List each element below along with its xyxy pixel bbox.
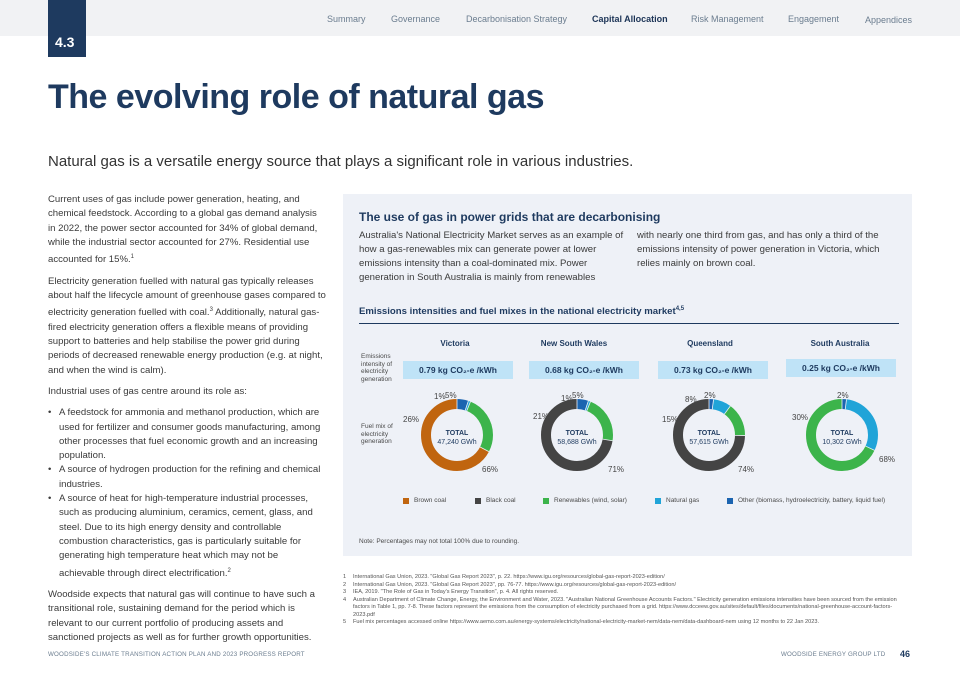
list-item: • A source of heat for high-temperature industrial processes, such as producing aluminium, ceramics, cement, glass, and steel. Due to its high energy density and controllable combustion characteristics, gas is particularly suitable for generating high temperature heat which may not be achievable through direct electrification.$^2$: [48, 492, 326, 581]
footnotes: [343, 574, 912, 627]
footer-report-title: WOODSIDE'S CLIMATE TRANSITION ACTION PLAN AND 2023 PROGRESS REPORT: [48, 651, 305, 658]
footer-company: WOODSIDE ENERGY GROUP LTD: [781, 651, 886, 658]
donut-total: TOTAL 10,302 GWh: [822, 430, 862, 446]
chart-divider: [359, 323, 899, 324]
row-label-fuel-mix: Fuel mix of electricity generation: [361, 423, 393, 445]
intensity-badge: 0.25 kg CO₂-e /kWh: [786, 359, 896, 377]
chart-title: Emissions intensities and fuel mixes in the national electricity market$^{4,5}$: [359, 306, 685, 318]
panel-text: with nearly one third from gas, and has only a third of the emissions intensity of power generation in Victoria, which relies mainly on brown coal.: [637, 230, 880, 269]
region-label: South Australia: [810, 339, 870, 348]
legend-swatch: [403, 498, 409, 504]
section-number-tab: 4.3: [48, 0, 86, 57]
footnote: 4 Australian Department of Climate Change, Energy, the Environment and Water, 2023. "Australian National Greenhouse Accounts Factors." Electricity generation emissions intensities have been sourced from the emission factors in Table 1, pp. 7-8. These factors represent the emissions from the consumption of electricity purchased from a grid. https://www.dcceew.gov.au/sites/default/files/documents/national-greenhouse-account-factors-2023.pdf: [343, 596, 897, 618]
footnote: 3 IEA, 2019. "The Role of Gas in Today's Energy Transition", p. 4. All rights reserved.: [343, 589, 559, 595]
nav-summary[interactable]: Summary: [327, 14, 366, 24]
nav-decarbonisation-strategy[interactable]: Decarbonisation Strategy: [466, 14, 568, 24]
slice-label: 5%: [572, 391, 584, 400]
row-label-intensity: Emissions intensity of electricity generation: [361, 353, 393, 383]
body-paragraph: Electricity generation fuelled with natural gas typically releases about half the lifecycle amount of greenhouse gases compared to electricity generation fuelled with coal.$^3$ Additionally, natural gas-fired electricity generation offers a flexible means of providing support to batteries and help stabilise the power grid during periods of decreased renewable energy production (e.g. at night, and when the wind is calm).: [48, 275, 326, 376]
legend-swatch: [655, 498, 661, 504]
slice-label: 21%: [533, 412, 550, 421]
legend-item: Black coal: [475, 497, 516, 504]
slice-label: 8%: [685, 395, 697, 404]
body-paragraph: Current uses of gas include power generation, heating, and chemical feedstock. According to a global gas demand analysis in 2022, the power sector accounted for 34% of global demand, while the industrial sector accounted for 27%. Residential use accounted for 15%.$^1$: [48, 194, 318, 266]
legend-item: Renewables (wind, solar): [543, 497, 627, 504]
slice-label: 26%: [403, 415, 420, 424]
legend-item: Other (biomass, hydroelectricity, battery, liquid fuel): [727, 497, 885, 504]
legend-swatch: [475, 498, 481, 504]
list-item: • A feedstock for ammonia and methanol production, which are used for fertilizer and consumer goods manufacturing, among other processes that fuel economic growth and an increasing population.: [48, 406, 326, 463]
legend-item: Natural gas: [655, 497, 699, 504]
nav-engagement[interactable]: Engagement: [788, 14, 840, 24]
footnote: 1 International Gas Union, 2023. "Global Gas Report 2023", p. 22. https://www.igu.org/resources/global-gas-report-2023-edition/: [343, 574, 665, 580]
donut-total: TOTAL 58,688 GWh: [557, 430, 597, 446]
intensity-badge: 0.79 kg CO₂-e /kWh: [403, 361, 513, 379]
slice-label: 1%: [434, 392, 446, 401]
region-label: New South Wales: [540, 339, 608, 348]
intensity-badge: 0.73 kg CO₂-e /kWh: [658, 361, 768, 379]
slice-label: 2%: [837, 391, 849, 400]
page-title: The evolving role of natural gas: [48, 78, 544, 116]
section-nav: [0, 14, 960, 28]
body-paragraph: Woodside expects that natural gas will continue to have such a transitional role, sustaining demand for the period which is relevant to our current portfolio of producing assets and sanctioned projects as well as for further growth opportunities.: [48, 588, 316, 643]
panel-text: Australia's National Electricity Market serves as an example of how a gas-renewables mix can generate power at lower emissions intensity than a coal-dominated mix. Power generation in South Australia is mainly from renewables: [359, 230, 624, 283]
legend-swatch: [543, 498, 549, 504]
slice-label: 2%: [704, 391, 716, 400]
industrial-uses-list: [48, 406, 326, 581]
region-label: Queensland: [687, 339, 733, 348]
intensity-badge: 0.68 kg CO₂-e /kWh: [529, 361, 639, 379]
chart-legend: [403, 497, 903, 507]
nav-capital-allocation[interactable]: Capital Allocation: [592, 14, 668, 24]
nav-appendices[interactable]: Appendices: [865, 15, 913, 25]
page-subtitle: Natural gas is a versatile energy source that plays a significant role in various industries.: [48, 153, 634, 170]
donut-total: TOTAL 57,615 GWh: [689, 430, 729, 446]
slice-label: 1%: [561, 394, 573, 403]
footnote: 2 International Gas Union, 2023. "Global Gas Report 2023", pp. 76-77. https://www.igu.org/resources/global-gas-report-2023-edition/: [343, 581, 676, 588]
footnote: 5 Fuel mix percentages accessed online https://www.aemo.com.au/energy-systems/electricity/national-electricity-market-nem/data-nem/data-dashboard-nem using 12 months to 22 Jan 2023.: [343, 619, 820, 625]
slice-label: 30%: [792, 413, 809, 422]
nav-governance[interactable]: Governance: [391, 14, 441, 24]
slice-label: 66%: [482, 465, 499, 474]
chart-note: Note: Percentages may not total 100% due to rounding.: [359, 538, 520, 545]
slice-label: 71%: [608, 465, 625, 474]
body-paragraph: Industrial uses of gas centre around its role as:: [48, 385, 247, 397]
page-number: 46: [900, 649, 911, 659]
gas-power-grid-panel: [343, 194, 912, 556]
slice-label: 15%: [662, 415, 679, 424]
slice-label: 5%: [445, 391, 457, 400]
slice-label: 68%: [879, 455, 896, 464]
panel-title: The use of gas in power grids that are decarbonising: [359, 210, 661, 224]
legend-swatch: [727, 498, 733, 504]
body-text-column: [48, 193, 326, 652]
nav-risk-management[interactable]: Risk Management: [691, 14, 764, 24]
legend-item: Brown coal: [403, 497, 446, 504]
region-label: Victoria: [440, 339, 470, 348]
slice-label: 74%: [738, 465, 755, 474]
list-item: • A source of hydrogen production for the refining and chemical industries.: [48, 463, 326, 492]
donut-total: TOTAL 47,240 GWh: [437, 430, 477, 446]
